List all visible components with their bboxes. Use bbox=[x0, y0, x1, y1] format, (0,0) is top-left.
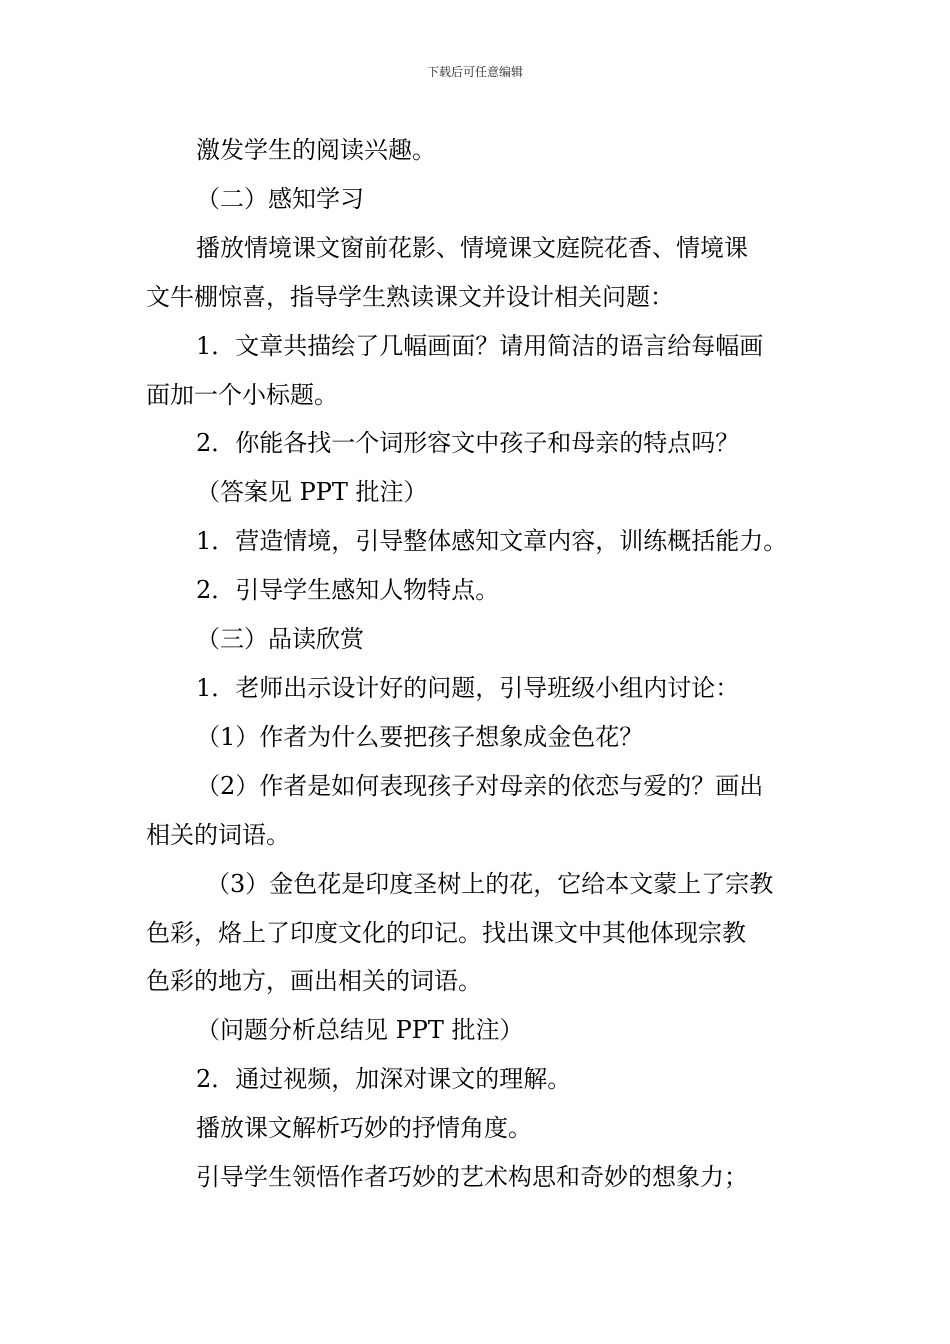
question-item: （3）金色花是印度圣树上的花，它给本文蒙上了宗教 bbox=[206, 869, 774, 898]
list-item: 1．营造情境，引导整体感知文章内容，训练概括能力。 bbox=[196, 527, 788, 556]
page-header: 下载后可任意编辑 bbox=[426, 65, 523, 79]
list-item: 1．老师出示设计好的问题，引导班级小组内讨论： bbox=[196, 673, 740, 702]
question-item: 1．文章共描绘了几幅画面？请用简洁的语言给每幅画 bbox=[196, 331, 764, 360]
text-line: 色彩，烙上了印度文化的印记。找出课文中其他体现宗教 bbox=[146, 918, 746, 947]
document-body bbox=[146, 126, 810, 1202]
question-item: （2）作者是如何表现孩子对母亲的依恋与爱的？画出 bbox=[196, 771, 764, 800]
text-line: 相关的词语。 bbox=[146, 820, 290, 849]
text-line: 激发学生的阅读兴趣。 bbox=[196, 136, 436, 164]
text-line: 播放课文解析巧妙的抒情角度。 bbox=[196, 1114, 532, 1143]
text-line: 色彩的地方，画出相关的词语。 bbox=[146, 967, 482, 996]
text-line: 文牛棚惊喜，指导学生熟读课文并设计相关问题： bbox=[146, 282, 674, 311]
question-item: 2．你能各找一个词形容文中孩子和母亲的特点吗？ bbox=[196, 429, 740, 458]
list-item: 2．引导学生感知人物特点。 bbox=[196, 576, 500, 605]
text-line: 面加一个小标题。 bbox=[146, 380, 338, 409]
note-line: （问题分析总结见 PPT 批注） bbox=[196, 1016, 524, 1045]
section-heading: （二）感知学习 bbox=[196, 184, 364, 213]
text-line: 引导学生领悟作者巧妙的艺术构思和奇妙的想象力； bbox=[196, 1163, 748, 1192]
note-line: （答案见 PPT 批注） bbox=[196, 478, 428, 507]
list-item: 2．通过视频，加深对课文的理解。 bbox=[196, 1065, 572, 1094]
section-heading: （三）品读欣赏 bbox=[196, 625, 364, 654]
text-line: 播放情境课文窗前花影、情境课文庭院花香、情境课 bbox=[196, 233, 748, 262]
question-item: （1）作者为什么要把孩子想象成金色花？ bbox=[196, 722, 644, 751]
